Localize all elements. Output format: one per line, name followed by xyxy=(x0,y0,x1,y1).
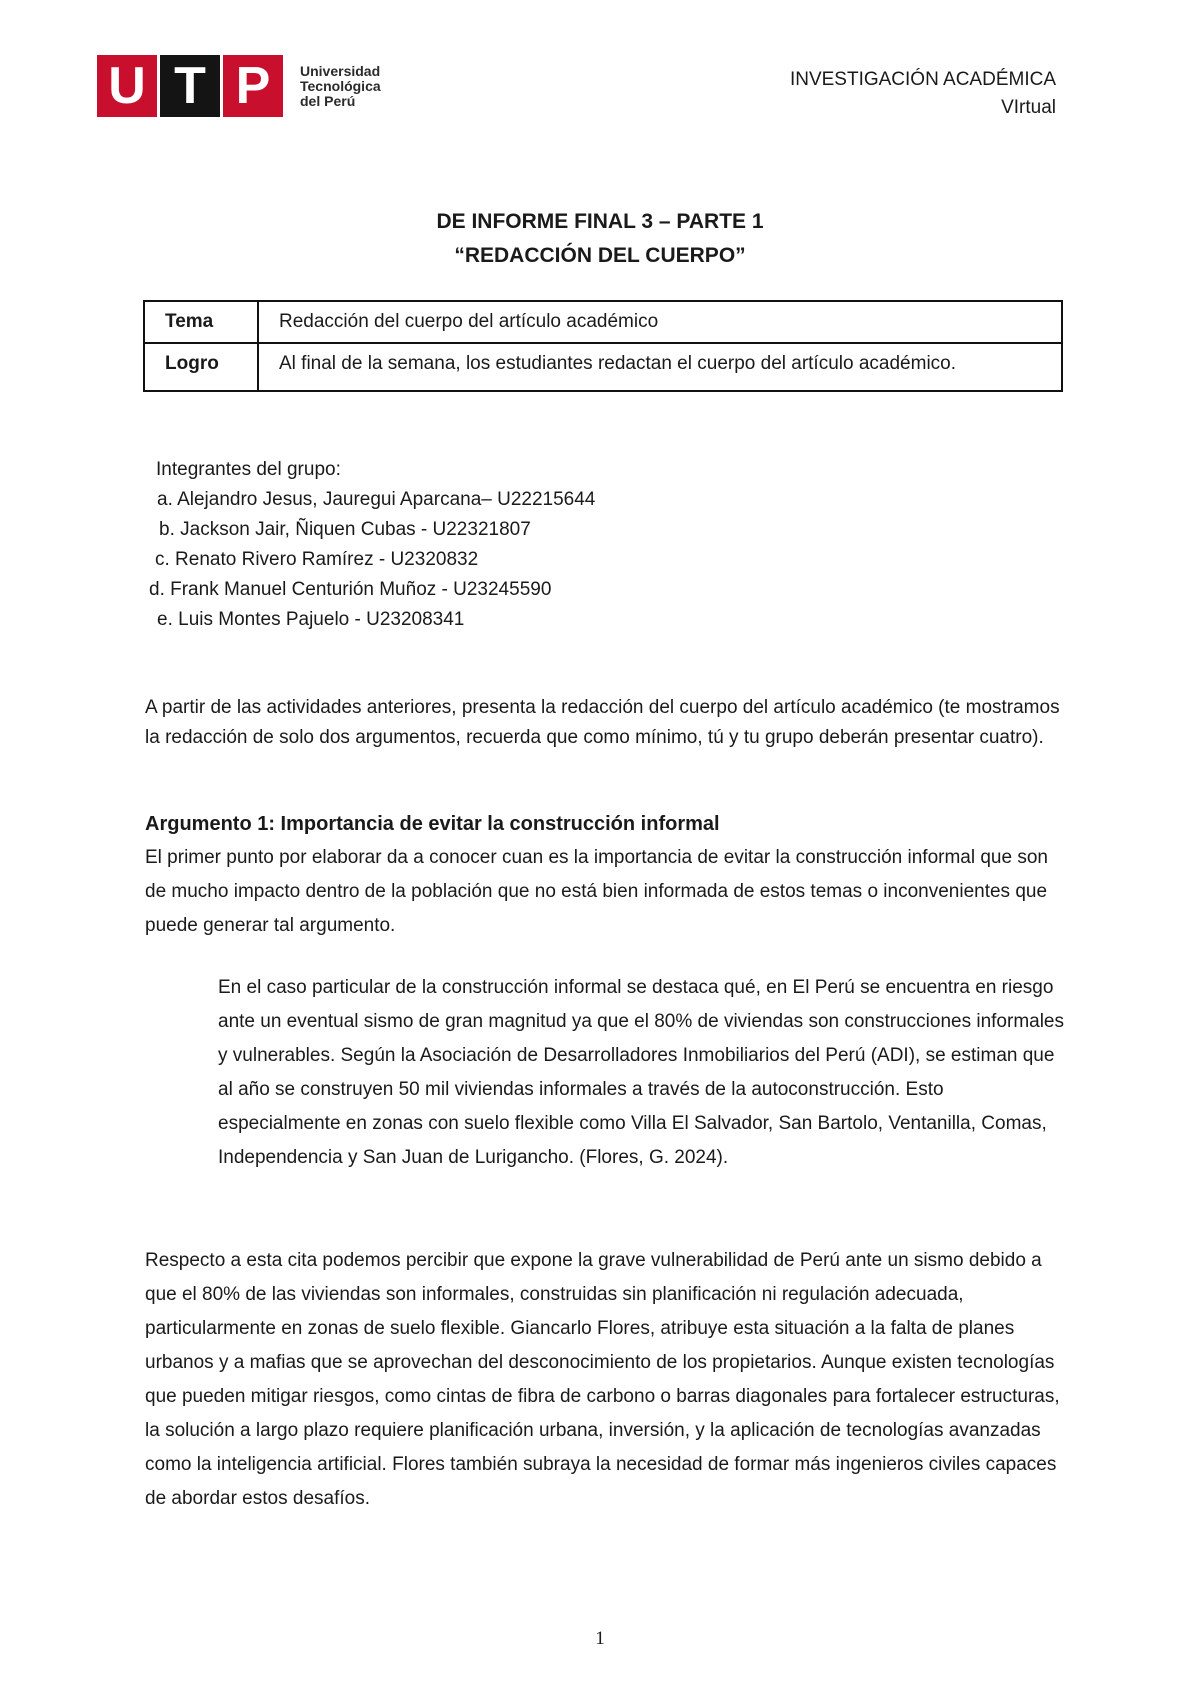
page-number: 1 xyxy=(595,1628,605,1649)
logo-letter-t: T xyxy=(160,55,220,117)
logo-text-line: Universidad xyxy=(300,62,381,79)
member-item: d. Frank Manuel Centurión Muñoz - U23245590 xyxy=(149,579,552,600)
logo-text-line: Tecnológica xyxy=(300,77,381,94)
course-name: INVESTIGACIÓN ACADÉMICA xyxy=(789,69,1056,90)
table-value-cell: Redacción del cuerpo del artículo académico xyxy=(258,301,1062,343)
argument-heading: Argumento 1: Importancia de evitar la construcción informal xyxy=(145,813,720,835)
member-item: c. Renato Rivero Ramírez - U2320832 xyxy=(155,549,479,570)
intro-paragraph: A partir de las actividades anteriores, presenta la redacción del cuerpo del artículo académico (te mostramos la redacción de solo dos argumentos, recuerda que como mínimo, tú y tu grupo deberán presentar cuatro). xyxy=(145,697,1060,748)
member-item: a. Alejandro Jesus, Jauregui Aparcana– U22215644 xyxy=(157,489,596,510)
block-quote: En el caso particular de la construcción informal se destaca qué, en El Perú se encuentra en riesgo ante un eventual sismo de gran magnitud ya que el 80% de viviendas son construcciones informales y vulnerables. Según la Asociación de Desarrolladores Inmobiliarios del Perú (ADI), se estiman que al año se construyen 50 mil viviendas informales a través de la autoconstrucción. Esto especialmente en zonas con suelo flexible como Villa El Salvador, San Bartolo, Ventanilla, Comas, Independencia y San Juan de Lurigancho. (Flores, G. 2024). xyxy=(218,977,1065,1168)
table-value-cell: Al final de la semana, los estudiantes redactan el cuerpo del artículo académico. xyxy=(258,343,1062,391)
title-line-2: “REDACCIÓN DEL CUERPO” xyxy=(454,244,746,267)
utp-logo xyxy=(97,55,400,117)
table-header-cell: Tema xyxy=(144,301,258,343)
member-item: b. Jackson Jair, Ñiquen Cubas - U22321807 xyxy=(159,519,531,540)
course-mode: VIrtual xyxy=(1001,97,1056,118)
logo-text-line: del Perú xyxy=(300,92,356,109)
title-line-1: DE INFORME FINAL 3 – PARTE 1 xyxy=(436,210,764,233)
logo-university-name xyxy=(300,64,400,109)
argument-intro-paragraph: El primer punto por elaborar da a conocer cuan es la importancia de evitar la construcción informal que son de mucho impacto dentro de la población que no está bien informada de estos temas o inconvenientes que puede generar tal argumento. xyxy=(145,847,1048,936)
analysis-paragraph: Respecto a esta cita podemos percibir que expone la grave vulnerabilidad de Perú ante un sismo debido a que el 80% de las viviendas son informales, construidas sin planificación ni regulación adecuada, particularmente en zonas de suelo flexible. Giancarlo Flores, atribuye esta situación a la falta de planes urbanos y a mafias que se aprovechan del desconocimiento de los propietarios. Aunque existen tecnologías que pueden mitigar riesgos, como cintas de fibra de carbono o barras diagonales para fortalecer estructuras, la solución a largo plazo requiere planificación urbana, inversión, y la aplicación de tecnologías avanzadas como la inteligencia artificial. Flores también subraya la necesidad de formar más ingenieros civiles capaces de abordar estos desafíos. xyxy=(145,1250,1060,1509)
document-title xyxy=(0,205,1200,273)
logo-letter-p: P xyxy=(223,55,283,117)
topic-table xyxy=(143,300,1063,392)
logo-letter-u: U xyxy=(97,55,157,117)
header-course-info xyxy=(790,66,1056,122)
table-row xyxy=(144,343,1062,391)
logo-letters xyxy=(97,55,286,117)
group-members xyxy=(149,455,596,635)
table-row xyxy=(144,301,1062,343)
table-header-cell: Logro xyxy=(144,343,258,391)
members-label: Integrantes del grupo: xyxy=(156,459,341,480)
member-item: e. Luis Montes Pajuelo - U23208341 xyxy=(157,609,465,630)
